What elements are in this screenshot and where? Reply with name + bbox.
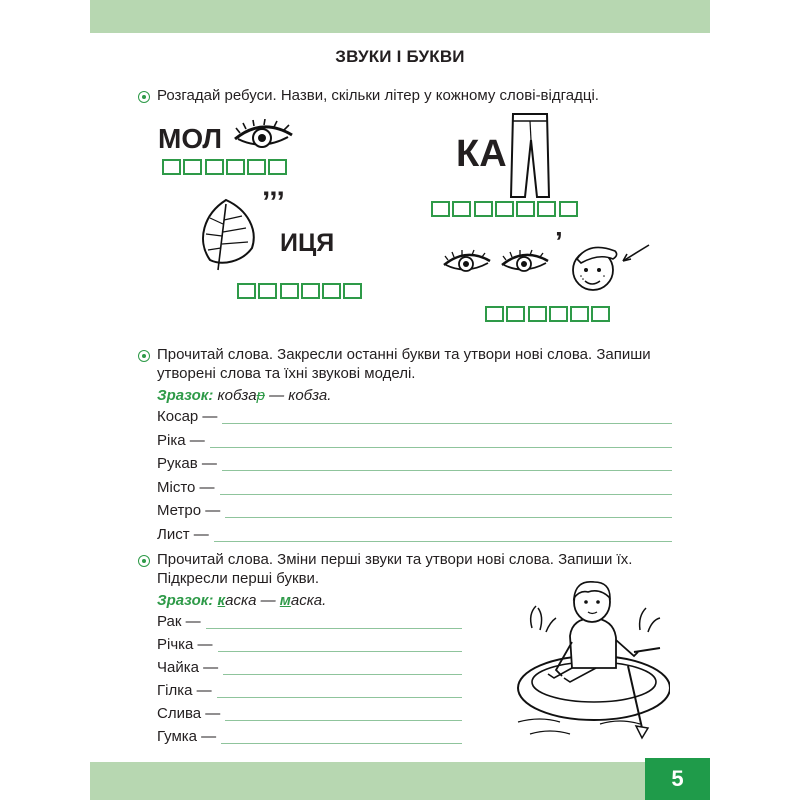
task-bullet-icon [138, 555, 150, 567]
sample-label: Зразок: [157, 592, 214, 609]
task2-answer-line[interactable] [222, 470, 672, 471]
leaf-icon [192, 196, 260, 274]
task3-instruction-line2: Підкресли перші букви. [157, 570, 320, 587]
sample-underlined-letter: к [217, 592, 226, 609]
task3-row-label: Гумка — [157, 728, 217, 745]
task3-row-label: Слива — [157, 705, 221, 722]
task3-answer-line[interactable] [225, 720, 462, 721]
answer-boxes-2[interactable] [431, 201, 580, 217]
boy-in-boat-illustration [510, 578, 670, 746]
trousers-icon [505, 112, 555, 200]
task2-instruction-line1: Прочитай слова. Закресли останні букви та утвори нові слова. Запиши [157, 346, 651, 363]
sample-crossed-letter: р [256, 387, 265, 404]
task3-answer-line[interactable] [218, 651, 462, 652]
task1-instruction: Розгадай ребуси. Назви, скільки літер у кожному слові-відгадці. [157, 87, 599, 104]
task3-answer-line[interactable] [206, 628, 462, 629]
task3-sample [157, 592, 326, 609]
task-bullet-icon [138, 350, 150, 362]
sample-underlined-letter: м [279, 592, 291, 609]
task-bullet-icon [138, 91, 150, 103]
task3-row-label: Чайка — [157, 659, 219, 676]
eye-icon [232, 119, 298, 155]
answer-boxes-4[interactable] [485, 306, 613, 322]
task3-answer-line[interactable] [223, 674, 462, 675]
task3-row-label: Рак — [157, 613, 201, 630]
task2-answer-line[interactable] [220, 494, 672, 495]
task3-answer-line[interactable] [217, 697, 462, 698]
task3-row-label: Річка — [157, 636, 213, 653]
rebus-ka-text: КА [456, 133, 507, 175]
sample-word-a: аска — [225, 592, 280, 609]
sample-label: Зразок: [157, 387, 214, 404]
task2-answer-line[interactable] [210, 447, 672, 448]
top-band [90, 0, 710, 33]
task2-sample [157, 387, 331, 404]
task2-answer-line[interactable] [225, 517, 672, 518]
page-number: 5 [645, 758, 710, 800]
sample-word-start: кобза [217, 387, 257, 404]
task2-answer-line[interactable] [222, 423, 672, 424]
task2-row-label: Ріка — [157, 431, 205, 449]
task2-row-label: Косар — [157, 408, 218, 425]
sample-word-b: аска. [290, 592, 327, 609]
task3-instruction-line1: Прочитай слова. Зміни перші звуки та утвори нові слова. Запиши їх. [157, 551, 633, 568]
task3-answer-line[interactable] [221, 743, 462, 744]
answer-boxes-1[interactable] [162, 159, 290, 175]
task2-row-label: Рукав — [157, 455, 217, 472]
task3-row-label: Гілка — [157, 682, 212, 699]
eye-icon [442, 249, 494, 277]
bottom-band [90, 762, 710, 800]
task2-row-label: Метро — [157, 502, 221, 519]
answer-boxes-3[interactable] [237, 283, 365, 299]
rebus-mol-text: МОЛ [158, 123, 223, 154]
task2-row-label: Лист — [157, 525, 209, 543]
rebus-apostrophes: ’’’ [262, 186, 285, 219]
eye-icon [500, 249, 552, 277]
rebus-apostrophe: ’ [555, 226, 563, 257]
task2-row-label: Місто — [157, 478, 215, 496]
rebus-ytsia-text: ИЦЯ [280, 229, 335, 257]
boy-face-icon [569, 237, 651, 293]
sample-result: — кобза. [264, 387, 332, 404]
task2-answer-line[interactable] [214, 541, 672, 542]
task2-instruction-line2: утворені слова та їхні звукові моделі. [157, 365, 416, 382]
page-title: ЗВУКИ І БУКВИ [335, 47, 465, 66]
